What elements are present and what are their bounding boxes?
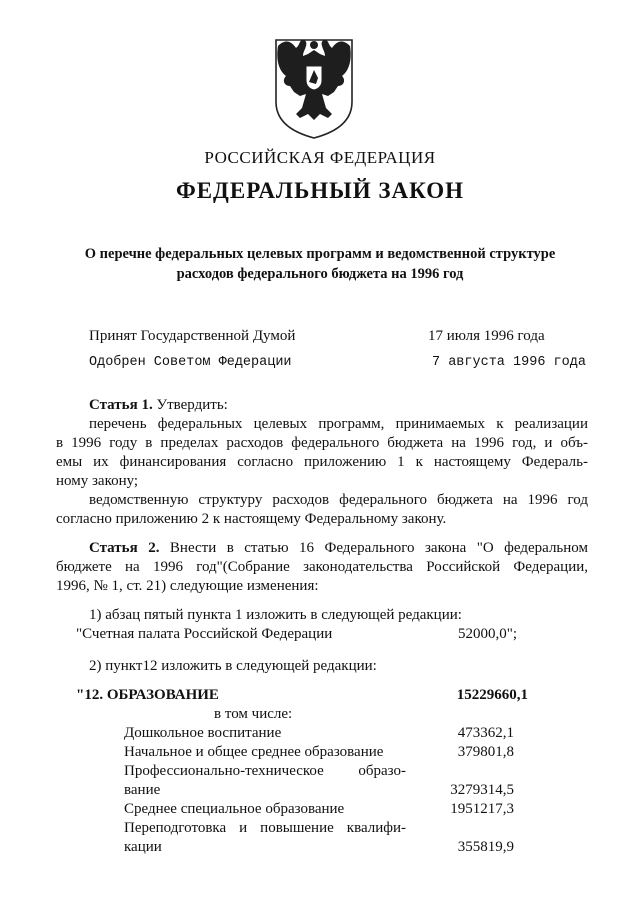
article-2-line: 1996, № 1, ст. 21) следующие изменения: (56, 578, 319, 594)
article-2-line: бюджете на 1996 год"(Собрание законодательства Российской Федерации, (56, 559, 588, 575)
article-1-line: ному закону; (56, 473, 139, 489)
adopted-by-duma-label: Принят Государственной Думой (89, 328, 296, 344)
approved-by-council-label: Одобрен Советом Федерации (89, 355, 292, 370)
budget-row-amount: 3279314,5 (450, 782, 514, 798)
article-2-heading: Статья 2. Внести в статью 16 Федерального закона "О федеральном (89, 540, 589, 556)
budget-row-label: вание (124, 782, 161, 798)
education-title: "12. ОБРАЗОВАНИЕ (76, 687, 219, 703)
country-title: РОССИЙСКАЯ ФЕДЕРАЦИЯ (204, 148, 436, 167)
budget-row-label: кации (124, 839, 162, 855)
coat-of-arms-emblem (272, 36, 356, 140)
budget-row-amount: 379801,8 (457, 744, 514, 760)
approved-date: 7 августа 1996 года (432, 355, 586, 370)
article-1-heading: Статья 1. Утвердить: (89, 397, 228, 413)
item-2-intro: 2) пункт12 изложить в следующей редакции: (89, 658, 377, 674)
budget-row-label: Начальное и общее среднее образование (124, 744, 384, 760)
education-total: 15229660,1 (456, 687, 528, 703)
adopted-date: 17 июля 1996 года (428, 328, 545, 344)
budget-row-amount: 355819,9 (457, 839, 514, 855)
subject-title-line-1: О перечне федеральных целевых программ и ведомственной структуре (84, 246, 556, 262)
including-label: в том числе: (214, 706, 293, 722)
article-1-line: согласно приложению 2 к настоящему Федеральному закону. (56, 511, 447, 527)
subject-title-line-2: расходов федерального бюджета на 1996 год (176, 266, 464, 282)
item-1-amount: 52000,0"; (458, 626, 518, 642)
budget-row-label: Среднее специальное образование (124, 801, 345, 817)
item-1-intro: 1) абзац пятый пункта 1 изложить в следующей редакции: (89, 607, 462, 623)
budget-row-label: Дошкольное воспитание (124, 725, 282, 741)
article-1-line: емы их финансирования согласно приложению 1 к настоящему Федераль- (56, 454, 588, 470)
document-type-title: ФЕДЕРАЛЬНЫЙ ЗАКОН (175, 178, 465, 203)
article-1-line: ведомственную структуру расходов федерального бюджета на 1996 год (89, 492, 588, 508)
budget-row-label: Профессионально-техническое образо- (124, 763, 406, 779)
item-1-text: "Счетная палата Российской Федерации (76, 626, 333, 642)
article-1-line: в 1996 году в пределах расходов федерального бюджета на 1996 год, и объ- (56, 435, 588, 451)
budget-row-amount: 1951217,3 (450, 801, 514, 817)
budget-row-label: Переподготовка и повышение квалифи- (124, 820, 406, 836)
budget-row-amount: 473362,1 (457, 725, 514, 741)
article-1-line: перечень федеральных целевых программ, принимаемых к реализации (89, 416, 588, 432)
